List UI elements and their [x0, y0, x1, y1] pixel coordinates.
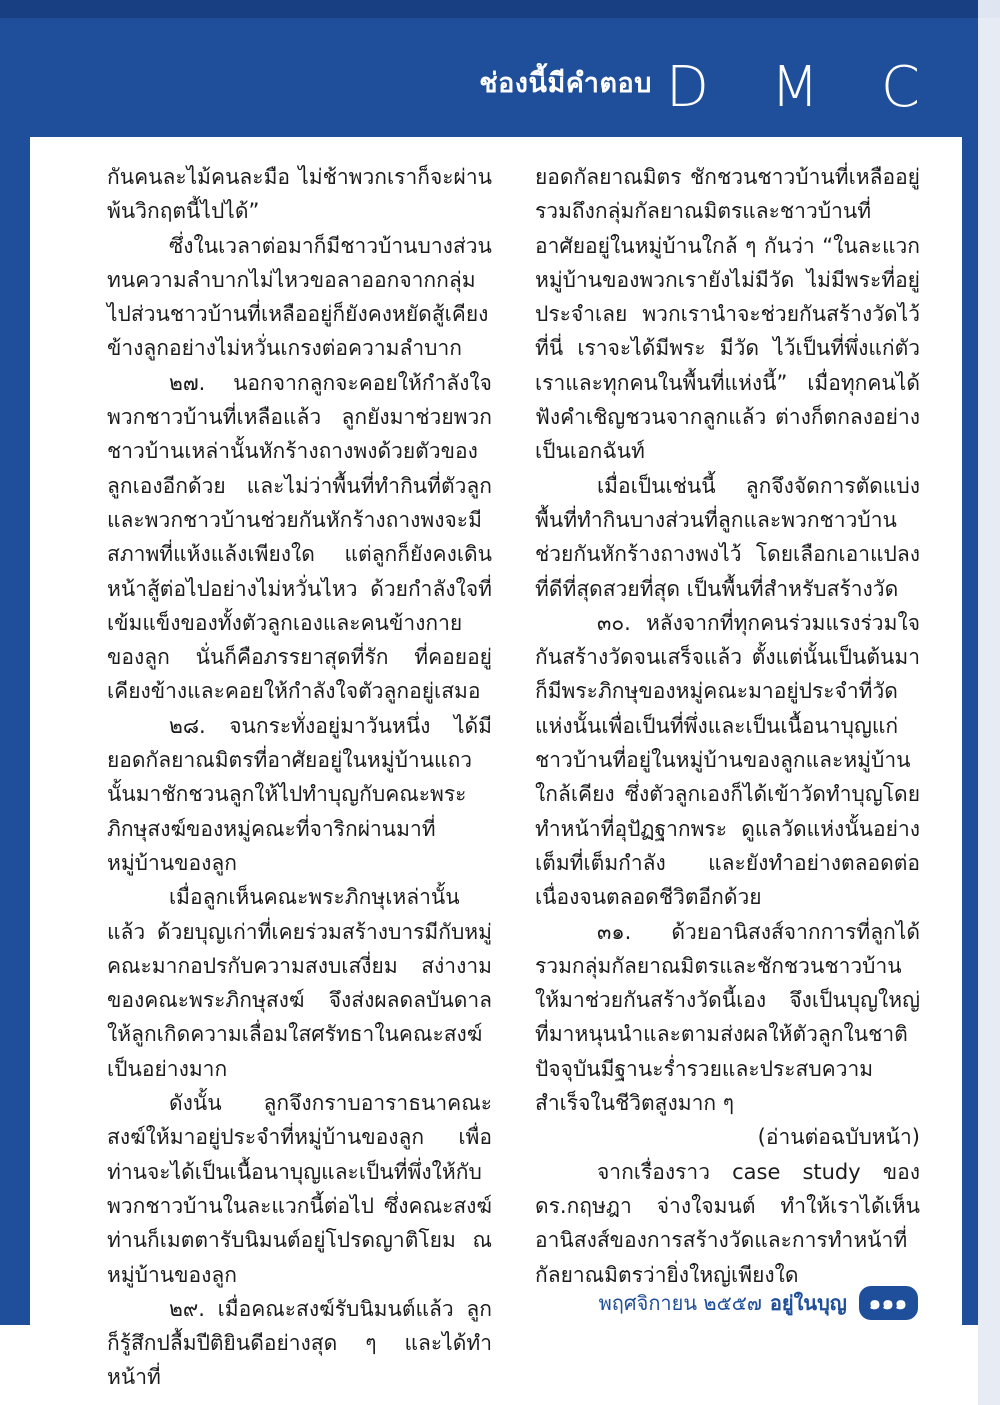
article-left-column [107, 160, 492, 1395]
column-header [479, 55, 942, 120]
paragraph: เมื่อเป็นเช่นนี้ ลูกจึงจัดการตัดแบ่งพื้นที่ทำกินบางส่วนที่ลูกและพวกชาวบ้านช่วยกันหักร้างถางพงไว้ โดยเลือกเอาแปลงที่ดีที่สุดสวยที่สุด เป็นพื้นที่สำหรับสร้างวัด [535, 473, 920, 601]
paragraph: ๓๐. หลังจากที่ทุกคนร่วมแรงร่วมใจกันสร้างวัดจนเสร็จแล้ว ตั้งแต่นั้นเป็นต้นมาก็มีพระภิกษุของหมู่คณะมาอยู่ประจำที่วัดแห่งนั้นเพื่อเป็นที่พึ่งและเป็นเนื้อนาบุญแก่ชาวบ้านที่อยู่ในหมู่บ้านของลูกและหมู่บ้านใกล้เคียง ซึ่งตัวลูกเองก็ได้เข้าวัดทำบุญโดยทำหน้าที่อุปัฏฐากพระ ดูแลวัดแห่งนั้นอย่างเต็มที่เต็มกำลัง และยังทำอย่างตลอดต่อเนื่องจนตลอดชีวิตอีกด้วย [535, 610, 920, 910]
issue-date: พฤศจิกายน ๒๕๕๗ [598, 1291, 762, 1315]
right-edge-stripe [978, 0, 1000, 1405]
paragraph: จากเรื่องราว case study ของ ดร.กฤษฎา จ่างใจมนต์ ทำให้เราได้เห็นอานิสงส์ของการสร้างวัดและการทำหน้าที่กัลยาณมิตรว่ายิ่งใหญ่เพียงใด [535, 1159, 920, 1287]
paragraph: ๒๘. จนกระทั่งอยู่มาวันหนึ่ง ได้มียอดกัลยาณมิตรที่อาศัยอยู่ในหมู่บ้านแถวนั้นมาชักชวนลูกให้ไปทำบุญกับคณะพระภิกษุสงฆ์ของหมู่คณะที่จาริกผ่านมาที่หมู่บ้านของลูก [107, 713, 492, 875]
paragraph: เมื่อลูกเห็นคณะพระภิกษุเหล่านั้นแล้ว ด้วยบุญเก่าที่เคยร่วมสร้างบารมีกับหมู่คณะมากอปรกับความสงบเสงี่ยม สง่างาม ของคณะพระภิกษุสงฆ์ จึงส่งผลดลบันดาลให้ลูกเกิดความเลื่อมใสศรัทธาในคณะสงฆ์เป็นอย่างมาก [107, 885, 492, 1081]
paragraph: ยอดกัลยาณมิตร ชักชวนชาวบ้านที่เหลืออยู่รวมถึงกลุ่มกัลยาณมิตรและชาวบ้านที่อาศัยอยู่ในหมู่บ้านใกล้ ๆ กันว่า “ในละแวกหมู่บ้านของพวกเรายังไม่มีวัด ไม่มีพระที่อยู่ประจำเลย พวกเรานำจะช่วยกันสร้างวัดไว้ที่นี่ เราจะได้มีพระ มีวัด ไว้เป็นที่พึ่งแก่ตัวเราและทุกคนในพื้นที่แห่งนี้” เมื่อทุกคนได้ฟังคำเชิญชวนจากลูกแล้ว ต่างก็ตกลงอย่างเป็นเอกฉันท์ [535, 165, 920, 464]
paragraph: ๓๑. ด้วยอานิสงส์จากการที่ลูกได้รวมกลุ่มกัลยาณมิตรและชักชวนชาวบ้านให้มาช่วยกันสร้างวัดนี้เอง จึงเป็นบุญใหญ่ที่มาหนุนนำและตามส่งผลให้ตัวลูกในชาติปัจจุบันมีฐานะร่ำรวยและประสบความสำเร็จในชีวิตสูงมาก ๆ [535, 919, 920, 1116]
continued-note: (อ่านต่อฉบับหน้า) [757, 1125, 920, 1150]
right-edge-stripe-top [978, 0, 1000, 18]
paragraph: ๒๗. นอกจากลูกจะคอยให้กำลังใจพวกชาวบ้านที่เหลือแล้ว ลูกยังมาช่วยพวกชาวบ้านเหล่านั้นหักร้างถางพงด้วยตัวของลูกเองอีกด้วย และไม่ว่าพื้นที่ทำกินที่ตัวลูกและพวกชาวบ้านช่วยกันหักร้างถางพงจะมีสภาพที่แห้งแล้งเพียงใด แต่ลูกก็ยังคงเดินหน้าสู้ต่อไปอย่างไม่หวั่นไหว ด้วยกำลังใจที่เข้มแข็งของทั้งตัวลูกเองและคนข้างกายของลูก นั่นก็คือภรรยาสุดที่รัก ที่คอยอยู่เคียงข้างและคอยให้กำลังใจตัวลูกอยู่เสมอ [107, 370, 492, 704]
page-footer [599, 1286, 918, 1320]
page-number-badge: ๑๑๑ [859, 1286, 918, 1320]
magazine-name: อยู่ในบุญ [769, 1291, 847, 1315]
paragraph: ๒๙. เมื่อคณะสงฆ์รับนิมนต์แล้ว ลูกก็รู้สึกปลื้มปีติยินดีอย่างสุด ๆ และได้ทำหน้าที่ [107, 1296, 492, 1390]
paragraph: ดังนั้น ลูกจึงกราบอาราธนาคณะสงฆ์ให้มาอยู่ประจำที่หมู่บ้านของลูก เพื่อท่านจะได้เป็นเนื้อนาบุญและเป็นที่พึ่งให้กับพวกชาวบ้านในละแวกนี้ต่อไป ซึ่งคณะสงฆ์ท่านก็เมตตารับนิมนต์อยู่โปรดญาติโยม ณ หมู่บ้านของลูก [107, 1091, 492, 1287]
paragraph: กันคนละไม้คนละมือ ไม่ช้าพวกเราก็จะผ่านพ้นวิกฤตนี้ไปได้” [107, 165, 492, 224]
article-right-column [535, 160, 920, 1292]
column-header-label: ช่องนี้มีคำตอบ [479, 68, 652, 99]
column-header-brand: D M C [665, 55, 942, 120]
paragraph: ซึ่งในเวลาต่อมาก็มีชาวบ้านบางส่วนทนความลำบากไม่ไหวขอลาออกจากกลุ่มไปส่วนชาวบ้านที่เหลืออยู่ก็ยังคงหยัดสู้เคียงข้างลูกอย่างไม่หวั่นเกรงต่อความลำบาก [107, 233, 492, 361]
